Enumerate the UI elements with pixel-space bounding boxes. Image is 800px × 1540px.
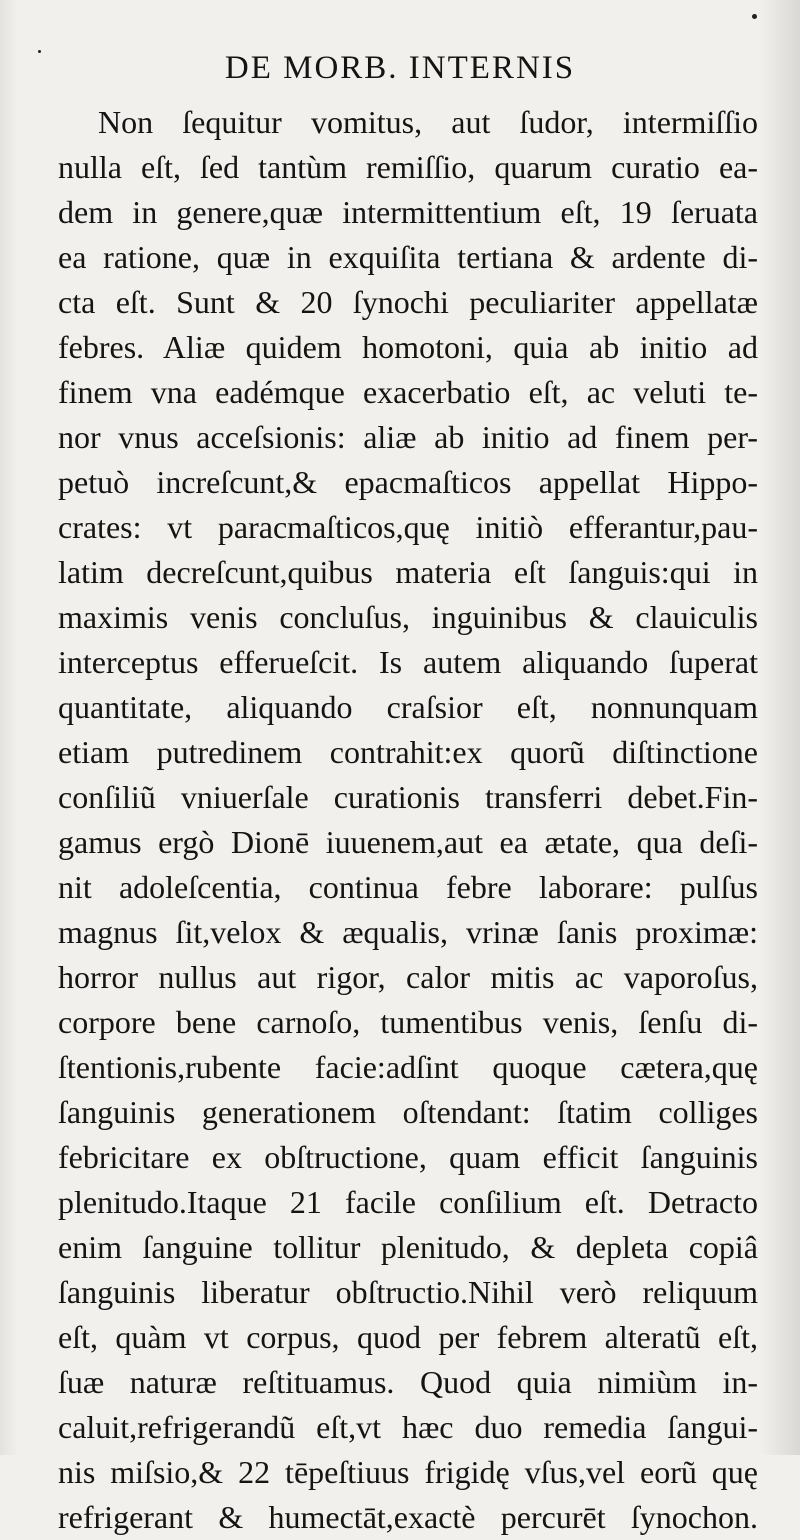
text-line: nulla eſt, ſed tantùm remiſſio, quarum curatio ea- bbox=[58, 149, 758, 185]
text-line: ſanguinis generationem oſtendant: ſtatim colliges bbox=[58, 1094, 758, 1130]
text-line: caluit,refrigerandũ eſt,vt hæc duo remedia ſangui- bbox=[58, 1409, 758, 1445]
body-text bbox=[58, 100, 758, 1540]
text-line: conſiliũ vniuerſale curationis transferri debet.Fin- bbox=[58, 779, 758, 815]
text-line: maximis venis concluſus, inguinibus & clauiculis bbox=[58, 599, 758, 635]
text-line: febricitare ex obſtructione, quam efficit ſanguinis bbox=[58, 1139, 758, 1175]
text-line: nis miſsio,& 22 tēpeſtiuus frigidę vſus,vel eorũ quę bbox=[58, 1454, 758, 1490]
text-line: finem vna eadémque exacerbatio eſt, ac veluti te- bbox=[58, 374, 758, 410]
text-line: gamus ergò Dionē iuuenem,aut ea ætate, qua deſi- bbox=[58, 824, 758, 860]
text-line: latim decreſcunt,quibus materia eſt ſanguis:qui in bbox=[58, 554, 758, 590]
text-line: enim ſanguine tollitur plenitudo, & depleta copiâ bbox=[58, 1229, 758, 1265]
running-head: DE MORB. INTERNIS bbox=[224, 50, 576, 86]
text-line: nor vnus acceſsionis: aliæ ab initio ad finem per- bbox=[58, 419, 758, 455]
text-line: corpore bene carnoſo, tumentibus venis, ſenſu di- bbox=[58, 1004, 758, 1040]
text-line: crates: vt paracmaſticos,quę initiò efferantur,pau- bbox=[58, 509, 758, 545]
text-line: Non ſequitur vomitus, aut ſudor, intermiſſio bbox=[98, 104, 758, 140]
text-line: ea ratione, quæ in exquiſita tertiana & ardente di- bbox=[58, 239, 758, 275]
text-line: ſtentionis,rubente facie:adſint quoque cætera,quę bbox=[58, 1049, 758, 1085]
text-line: etiam putredinem contrahit:ex quorũ diſtinctione bbox=[58, 734, 758, 770]
text-line: eſt, quàm vt corpus, quod per febrem alteratũ eſt, bbox=[58, 1319, 758, 1355]
text-line: febres. Aliæ quidem homotoni, quia ab initio ad bbox=[58, 329, 758, 365]
text-line: cta eſt. Sunt & 20 ſynochi peculiariter appellatæ bbox=[58, 284, 758, 320]
text-line: petuò increſcunt,& epacmaſticos appellat Hippo- bbox=[58, 464, 758, 500]
text-line: plenitudo.Itaque 21 facile conſilium eſt. Detracto bbox=[58, 1184, 758, 1220]
text-line: quantitate, aliquando craſsior eſt, nonnunquam bbox=[58, 689, 758, 725]
text-line: interceptus efferueſcit. Is autem aliquando ſuperat bbox=[58, 644, 758, 680]
ink-speck bbox=[752, 14, 757, 19]
text-line: ſanguinis liberatur obſtructio.Nihil verò reliquum bbox=[58, 1274, 758, 1310]
text-line: nit adoleſcentia, continua febre laborare: pulſus bbox=[58, 869, 758, 905]
text-line: dem in genere,quæ intermittentium eſt, 19 ſeruata bbox=[58, 194, 758, 230]
text-line: magnus ſit,velox & æqualis, vrinæ ſanis proximæ: bbox=[58, 914, 758, 950]
text-line: refrigerant & humectāt,exactè percurēt ſynochon. bbox=[58, 1499, 758, 1535]
text-line: horror nullus aut rigor, calor mitis ac vaporoſus, bbox=[58, 959, 758, 995]
text-line: ſuæ naturæ reſtituamus. Quod quia nimiùm in- bbox=[58, 1364, 758, 1400]
